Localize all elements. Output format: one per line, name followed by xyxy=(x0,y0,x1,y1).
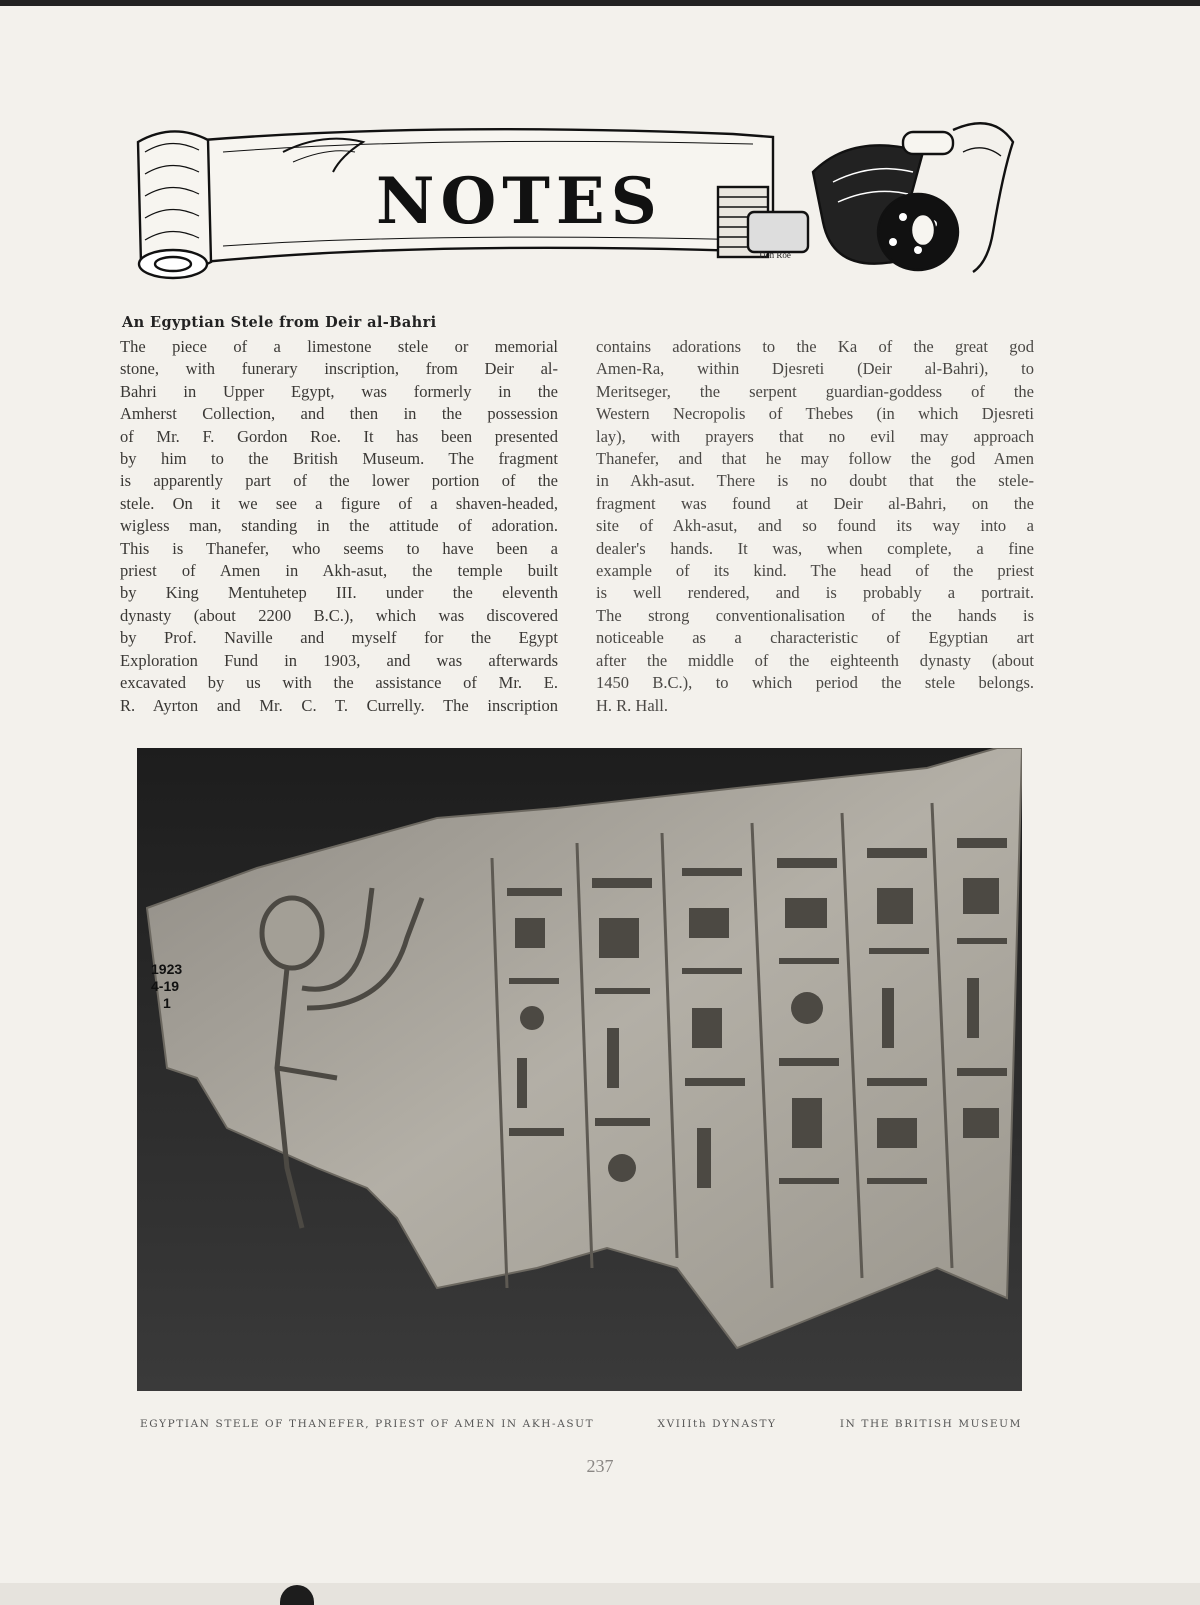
page-title: NOTES xyxy=(376,164,663,239)
text-line: dealer's hands. It was, when complete, a fine xyxy=(596,538,1034,558)
text-line: stone, with funerary inscription, from Deir al- xyxy=(120,359,558,379)
text-line: wigless man, standing in the attitude of adoration. xyxy=(120,516,558,536)
photo-caption xyxy=(140,1418,1022,1430)
text-line: The piece of a limestone stele or memorial xyxy=(120,337,558,356)
text-line: Bahri in Upper Egypt, was formerly in the xyxy=(120,381,558,401)
text-line: by him to the British Museum. The fragment xyxy=(120,449,558,469)
text-line: Thanefer, and that he may follow the god Amen xyxy=(596,449,1034,469)
article-heading: An Egyptian Stele from Deir al-Bahri xyxy=(122,314,437,331)
text-line: by Prof. Naville and myself for the Egypt xyxy=(120,628,558,648)
museum-label-line: 1923 xyxy=(151,961,183,977)
text-line: stele. On it we see a figure of a shaven-headed, xyxy=(120,493,558,513)
text-line: by King Mentuhetep III. under the eleventh xyxy=(120,583,558,603)
museum-label-line: 1 xyxy=(163,995,171,1011)
illustrator-signature: Tien Roe xyxy=(758,250,791,260)
text-line: is well rendered, and is probably a portrait. xyxy=(596,583,1034,603)
text-line: Exploration Fund in 1903, and was afterwards xyxy=(120,650,558,670)
top-rule xyxy=(0,0,1200,6)
text-line: noticeable as a characteristic of Egyptian art xyxy=(596,628,1034,648)
text-line: example of its kind. The head of the priest xyxy=(596,561,1034,581)
text-line: The strong conventionalisation of the hands is xyxy=(596,605,1034,625)
text-line: This is Thanefer, who seems to have been a xyxy=(120,538,558,558)
text-line: contains adorations to the Ka of the great god xyxy=(596,337,1034,356)
text-line: site of Akh-asut, and so found its way into a xyxy=(596,516,1034,536)
article-column-left xyxy=(120,336,558,717)
text-line: excavated by us with the assistance of Mr. E. xyxy=(120,673,558,693)
page-number: 237 xyxy=(586,1456,614,1476)
stele-photograph xyxy=(137,748,1022,1391)
text-line: Amherst Collection, and then in the possession xyxy=(120,404,558,424)
text-line: Amen-Ra, within Djesreti (Deir al-Bahri), to xyxy=(596,359,1034,379)
text-line: of Mr. F. Gordon Roe. It has been presented xyxy=(120,426,558,446)
text-line: in Akh-asut. There is no doubt that the stele- xyxy=(596,471,1034,491)
text-line: R. Ayrton and Mr. C. T. Currelly. The inscription xyxy=(120,695,558,715)
text-line: dynasty (about 2200 B.C.), which was discovered xyxy=(120,605,558,625)
notes-banner xyxy=(133,112,1021,290)
bottom-band xyxy=(0,1583,1200,1605)
text-line: Western Necropolis of Thebes (in which Djesreti xyxy=(596,404,1034,424)
text-line: is apparently part of the lower portion of the xyxy=(120,471,558,491)
text-line: fragment was found at Deir al-Bahri, on the xyxy=(596,493,1034,513)
caption-title: EGYPTIAN STELE OF THANEFER, PRIEST OF AMEN IN AKH-ASUT xyxy=(140,1418,595,1430)
text-line: lay), with prayers that no evil may approach xyxy=(596,426,1034,446)
text-line: after the middle of the eighteenth dynasty (about xyxy=(596,650,1034,670)
text-line: priest of Amen in Akh-asut, the temple built xyxy=(120,561,558,581)
author-signature: H. R. Hall. xyxy=(596,695,668,715)
caption-location: IN THE BRITISH MUSEUM xyxy=(839,1418,1022,1430)
article-column-right xyxy=(596,336,1034,717)
caption-dynasty: XVIIIth DYNASTY xyxy=(657,1418,777,1430)
text-line: Meritseger, the serpent guardian-goddess of the xyxy=(596,381,1034,401)
museum-label-line: 4-19 xyxy=(151,978,180,994)
text-line: 1450 B.C.), to which period the stele belongs. xyxy=(596,673,1034,693)
